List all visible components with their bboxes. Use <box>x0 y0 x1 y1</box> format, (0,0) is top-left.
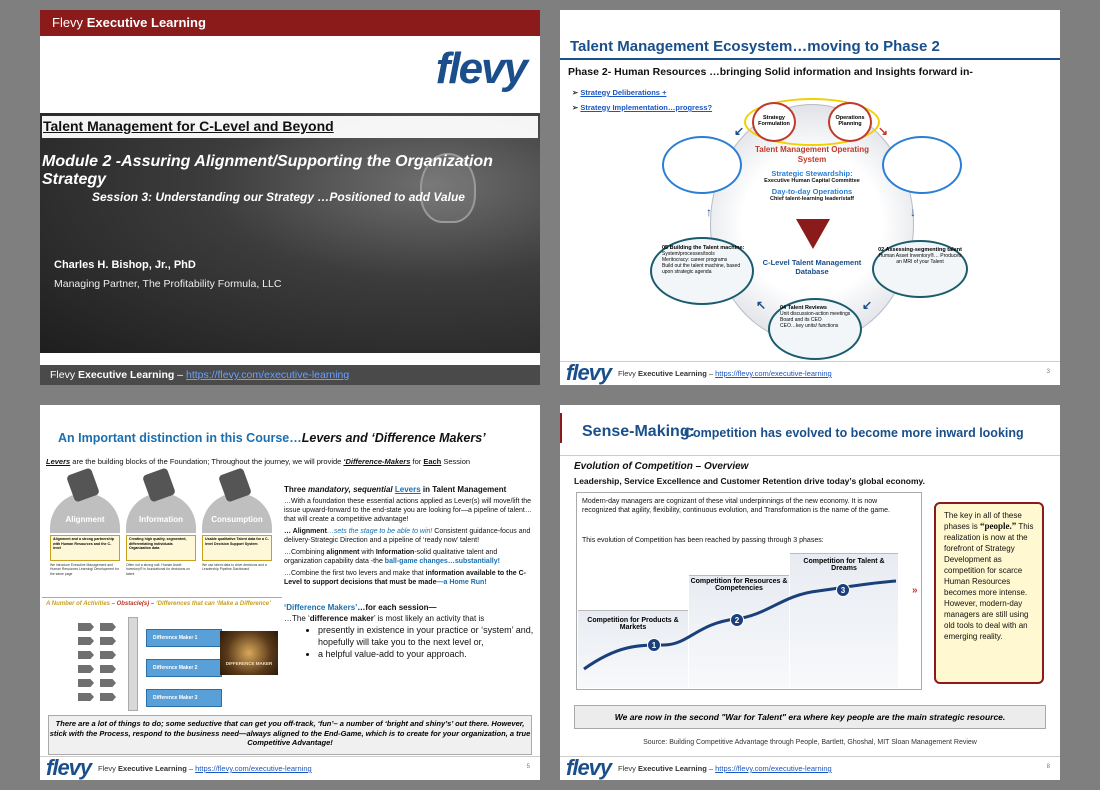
difference-maker-1: Difference Maker 1 <box>146 629 222 647</box>
bullet-item: ➢ Strategy Implementation…progress? <box>572 100 712 115</box>
list-item: • a helpful value-add to your approach. <box>318 649 536 661</box>
slide-2-ecosystem[interactable] <box>560 10 1060 385</box>
module-title: Module 2 -Assuring Alignment/Supporting the Organization Strategy <box>42 153 493 188</box>
panel-paragraph: This evolution of Competition has been reached by passing through 3 phases: <box>582 537 824 544</box>
lever-handle-icon <box>218 467 252 502</box>
lever-alignment: Alignment Alignment and a strong partnership with Human Resources and the C-level We introduce Executive Management and Human Resources Learning/ Development for the same page <box>50 493 120 576</box>
executive-learning-link[interactable]: https://flevy.com/executive-learning <box>195 764 312 773</box>
source-citation: Source: Building Competitive Advantage through People, Bartlett, Ghoshal, MIT Sloan Management Review <box>643 739 977 746</box>
arrow-icon <box>78 665 94 673</box>
phase-1-step: Competition for Products & Markets <box>578 610 688 688</box>
page-number: 5 <box>526 764 530 770</box>
divider <box>42 597 282 598</box>
phase-1-badge: 1 <box>647 638 661 652</box>
lightbulb-chalkboard-photo <box>40 113 540 353</box>
bottom-banner: Flevy Executive Learning – https://flevy.com/executive-learning <box>40 365 540 385</box>
slide-title: Talent Management Ecosystem…moving to Phase 2 <box>570 38 940 55</box>
lever-consumption: Consumption Usable qualitative Talent data for a C-level Decision Support System We use talent data to drive decisions and a Leadership Pipeline Dashboard <box>202 493 272 572</box>
arrow-icon <box>78 637 94 645</box>
slide-title: Sense-Making: Competition has evolved to become more inward looking <box>560 413 1060 443</box>
arrow-icon <box>78 651 94 659</box>
chevron-right-icon: » <box>912 585 918 596</box>
arrow-icon <box>78 679 94 687</box>
callout-box: There are a lot of things to do; some seductive that can get you off-track, ‘fun’– a number of ‘bright and shiny’s’ out there. However, stick with the Process, respond to the business need—always aligned to the End-Game, which is to create for your organization, a true Competitive Advantage! <box>48 715 532 755</box>
flevy-logo: flevy <box>46 755 92 780</box>
arrow-icon <box>100 651 116 659</box>
executive-learning-link[interactable]: https://flevy.com/executive-learning <box>715 369 832 378</box>
obstacle-bar <box>128 617 138 711</box>
difference-makers-description: ‘Difference Makers’…for each session— …The ‘difference maker’ is most likely an activity that is • presently in existence in your practice or ‘system’ and, hopefully will take you to the next level or, • a helpful value-add to your approach. <box>284 603 536 661</box>
key-insight-box: The key in all of these phases is “people.” This realization is now at the forefront of Strategy Development as competition for scarce Human Resources becomes more intense. However, modern-day managers are still using old tools to deal with an emerging reality. <box>934 502 1044 684</box>
slide-title: An Important distinction in this Course…Levers and ‘Difference Makers’ <box>58 431 486 445</box>
banner-brand-bold: Executive Learning <box>86 15 206 30</box>
arrow-icon <box>100 623 116 631</box>
executive-learning-link[interactable]: https://flevy.com/executive-learning <box>186 369 350 381</box>
arrow-icon: ↑ <box>706 205 712 219</box>
phase-3-badge: 3 <box>836 583 850 597</box>
activities-label: A Number of Activities – Obstacle(s) – ‘Differences that can ‘Make a Difference’ <box>46 601 271 607</box>
slide-4-sense-making[interactable] <box>560 405 1060 780</box>
panel-paragraph: Modern-day managers are cognizant of these vital underpinnings of the new economy. It is now recognized that agility, flexibility, continuous evolution, and Transformation is the name of the game. <box>582 498 890 514</box>
intro-text: Levers are the building blocks of the Foundation; Throughout the journey, we will provide ‘Difference-Makers for Each Session <box>46 457 471 466</box>
phase-2-badge: 2 <box>730 613 744 627</box>
lead-text: Leadership, Service Excellence and Customer Retention drive today’s global economy. <box>574 476 925 486</box>
section-heading: Evolution of Competition – Overview <box>574 461 749 472</box>
right-empty-node <box>882 136 962 194</box>
war-for-talent-banner: We are now in the second "War for Talent" era where key people are the main strategic resource. <box>574 705 1046 729</box>
slide-3-levers[interactable] <box>40 405 540 780</box>
banner-brand: Flevy <box>52 15 84 30</box>
page-number: 3 <box>1046 369 1050 375</box>
talent-reviews-node: 04 Talent Reviews Unit discussion-action meetings Board and its CEO CEO…key units/ functions <box>768 298 862 360</box>
top-banner <box>40 10 540 36</box>
title-divider <box>560 58 1060 60</box>
arrow-icon: ↙ <box>734 124 745 138</box>
executive-learning-link[interactable]: https://flevy.com/executive-learning <box>715 764 832 773</box>
slide-subtitle: Phase 2- Human Resources …bringing Solid information and Insights forward in- <box>568 66 973 78</box>
building-talent-node: 05 Building the Talent machine: System/processes/tools Meritocracy: career programs Build out the talent machine, based upon strategic agenda <box>650 237 754 305</box>
left-empty-node <box>662 136 742 194</box>
arrow-icon <box>78 693 94 701</box>
difference-maker-image: DIFFERENCE MAKER <box>220 631 278 675</box>
operating-system-core: Talent Management Operating System Strategic Stewardship: Executive Human Capital Committee Day-to-day Operations Chief talent-learning leader/staff <box>754 145 870 202</box>
title-divider <box>560 455 1060 456</box>
lever-information: Information Creating high quality, segmented, differentiating individuals Organization data Often not a strong suit: Human Asset Inventory® is foundational for decisions on talent <box>126 493 196 576</box>
lever-handle-icon <box>66 467 100 502</box>
session-title: Session 3: Understanding our Strategy …Positioned to add Value <box>92 190 465 204</box>
list-item: • presently in existence in your practice or ‘system’ and, hopefully will take you to the next level or, <box>318 625 536 648</box>
arrow-icon: ↓ <box>910 205 916 219</box>
flevy-logo: flevy <box>566 360 612 385</box>
database-label: C-Level Talent Management Database <box>762 258 862 276</box>
phase-3-step: Competition for Talent & Dreams <box>790 553 898 688</box>
slide-footer: flevy Flevy Executive Learning – https://flevy.com/executive-learning 5 <box>40 756 540 780</box>
difference-maker-2: Difference Maker 2 <box>146 659 222 677</box>
author-name: Charles H. Bishop, Jr., PhD <box>54 259 196 271</box>
flevy-logo: flevy <box>435 44 526 93</box>
lever-handle-icon <box>142 467 176 502</box>
bullet-list <box>572 85 712 115</box>
slide-footer: flevy Flevy Executive Learning – https://flevy.com/executive-learning 3 <box>560 361 1060 385</box>
author-role: Managing Partner, The Profitability Formula, LLC <box>54 278 282 290</box>
arrow-icon <box>78 623 94 631</box>
phase-2-step: Competition for Resources & Competencies <box>689 575 789 688</box>
arrow-icon <box>100 665 116 673</box>
arrow-icon <box>100 679 116 687</box>
assessing-talent-node: 02 Assessing-segmenting talent Human Asset Inventory®… Produces an MRI of your Talent <box>872 240 968 298</box>
difference-maker-3: Difference Maker 3 <box>146 689 222 707</box>
slide-footer: flevy Flevy Executive Learning – https://flevy.com/executive-learning 8 <box>560 756 1060 780</box>
operations-planning-node: Operations Planning <box>828 102 872 142</box>
arrow-icon: ↙ <box>862 298 873 312</box>
arrow-icon <box>100 637 116 645</box>
arrow-icon: ↘ <box>878 124 889 138</box>
funnel-triangle <box>796 219 830 249</box>
arrow-icon <box>100 693 116 701</box>
levers-description: Three mandatory, sequential Levers in Talent Management …With a foundation these essential actions applied as Lever(s) will move/lift the issue upward-forward to the end-state you are looking for—a pipeline of talent…that will create a competitive advantage! … Alignment…sets the stage to be able to win! Consistent guidance-focus and delivery-Strategic Direction and a pipeline of ‘ready now’ talent! …Combining alignment with Information-solid qualitative talent and organization capability data -the ball-game changes…substantially! …Combine the first two levers and make that information available to the C-Level to support decisions that must be made—a Home Run! <box>284 485 532 586</box>
slide-1-title[interactable] <box>40 10 540 385</box>
course-title: Talent Management for C-Level and Beyond <box>42 116 538 138</box>
bullet-item: ➢ Strategy Deliberations + <box>572 85 712 100</box>
page-number: 8 <box>1046 764 1050 770</box>
flevy-logo: flevy <box>566 755 612 780</box>
strategy-formulation-node: Strategy Formulation <box>752 102 796 142</box>
arrow-icon: ↖ <box>756 298 767 312</box>
